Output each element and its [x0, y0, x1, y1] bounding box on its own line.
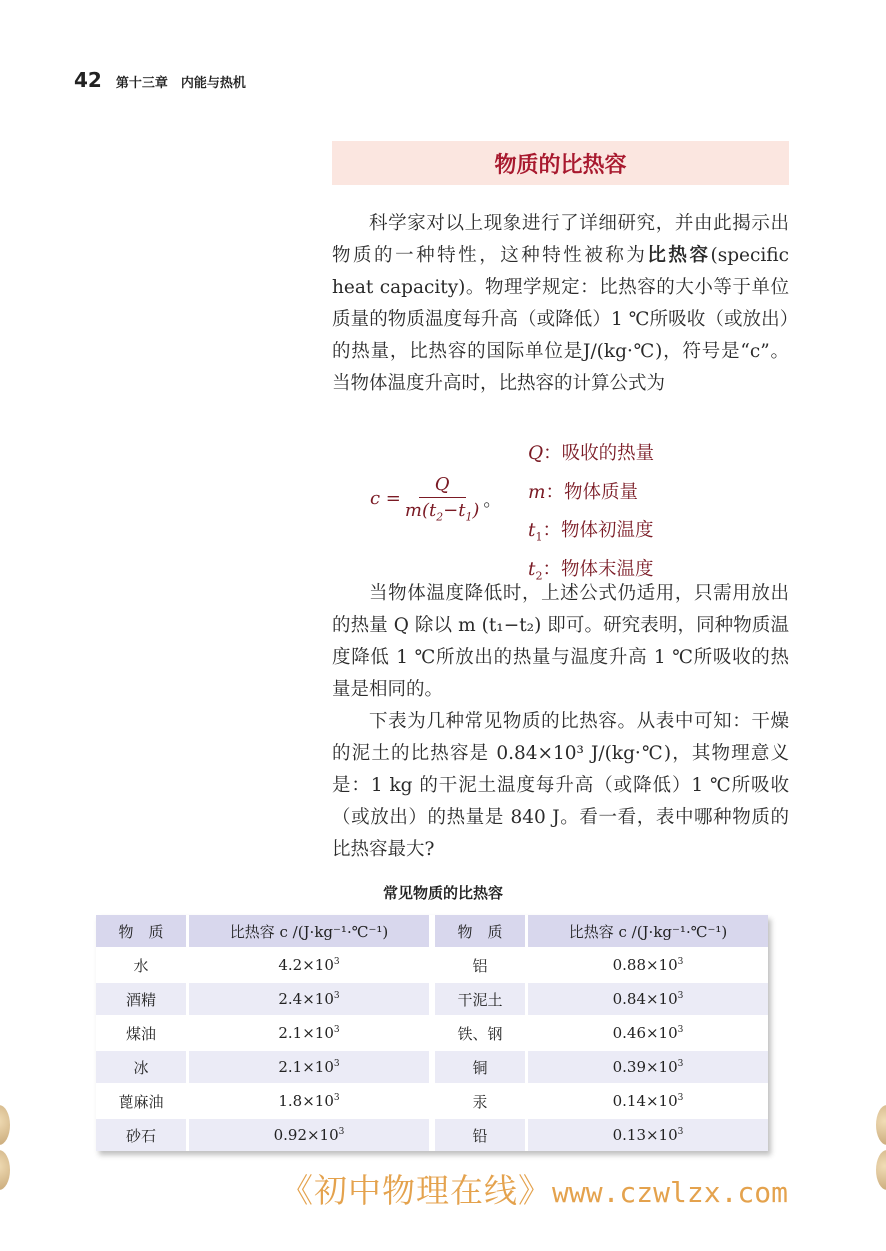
paragraph-table-intro: 下表为几种常见物质的比热容。从表中可知：干燥的泥土的比热容是 0.84×10³ J/(kg·℃)，其物理意义是：1 kg 的干泥土温度每升高（或降低）1 ℃所吸收（或放出）的热量是 840 J。看一看，表中哪种物质的比热容最大? — [332, 711, 789, 860]
table-row: 蓖麻油 $1.8\times 10^3$ — [96, 1083, 429, 1117]
column-header-substance: 物 质 — [435, 915, 528, 947]
page-header — [74, 68, 246, 92]
page-edge-decoration — [876, 1105, 886, 1145]
column-header-heat: 比热容 c /(J·kg⁻¹·℃⁻¹) — [528, 915, 768, 947]
table-row: 铝 $0.88\times 10^3$ — [435, 947, 768, 981]
table-right — [435, 915, 768, 1151]
watermark-brand: 《初中物理在线》 — [280, 1171, 552, 1210]
table-row: 铜 $0.39\times 10^3$ — [435, 1049, 768, 1083]
table-row: 砂石 $0.92\times 10^3$ — [96, 1117, 429, 1151]
table-row: 煤油 $2.1\times 10^3$ — [96, 1015, 429, 1049]
section-title-bar — [332, 141, 789, 185]
table-caption: 常见物质的比热容 — [382, 884, 503, 902]
paragraph-definition — [332, 208, 789, 400]
legend-item: Q：吸收的热量 — [528, 443, 655, 464]
table-row: 干泥土 $0.84\times 10^3$ — [435, 981, 768, 1015]
paragraph1-before: 科学家对以上现象进行了详细研究，并由此揭示出物质的一种特性，这种特性被称为 — [332, 213, 789, 266]
formula-numerator: Q — [419, 474, 466, 498]
page-edge-decoration — [0, 1105, 10, 1145]
table-row: 铁、钢 $0.46\times 10^3$ — [435, 1015, 768, 1049]
column-header-heat: 比热容 c /(J·kg⁻¹·℃⁻¹) — [189, 915, 429, 947]
page-edge-decoration — [0, 1150, 10, 1190]
section-title: 物质的比热容 — [494, 152, 627, 178]
watermark — [280, 1165, 788, 1212]
formula-lhs: c = — [370, 488, 401, 510]
formula-legend — [528, 438, 654, 593]
table-row: 铅 $0.13\times 10^3$ — [435, 1117, 768, 1151]
formula-denominator: $m(t_2-t_1)$ — [404, 500, 480, 524]
formula-period: 。 — [483, 489, 502, 511]
paragraph1-after: (specific heat capacity)。物理学规定：比热容的大小等于单位质量的物质温度每升高（或降低）1 ℃所吸收（或放出）的热量，比热容的国际单位是J/(kg·℃)，符号是“c”。当物体温度升高时，比热容的计算公式为 — [332, 245, 789, 394]
table-left — [96, 915, 429, 1151]
chapter-title: 第十三章 内能与热机 — [115, 76, 246, 91]
table-row: 酒精 $2.4\times 10^3$ — [96, 981, 429, 1015]
table-row: 冰 $2.1\times 10^3$ — [96, 1049, 429, 1083]
page-edge-decoration — [876, 1150, 886, 1190]
legend-item: $t_1$：物体初温度 — [528, 520, 654, 545]
specific-heat-tables — [96, 915, 768, 1151]
paragraph-cooling: 当物体温度降低时，上述公式仍适用，只需用放出的热量 Q 除以 m (t₁−t₂) 即可。研究表明，同种物质温度降低 1 ℃所放出的热量与温度升高 1 ℃所吸收的热量是相同的。 — [332, 583, 789, 700]
column-header-substance: 物 质 — [96, 915, 189, 947]
formula-fraction — [405, 474, 479, 524]
formula — [370, 474, 501, 524]
page-number: 42 — [74, 68, 102, 92]
keyword-specific-heat: 比热容 — [647, 245, 711, 266]
table-row: 汞 $0.14\times 10^3$ — [435, 1083, 768, 1117]
table-row: 水 $4.2\times 10^3$ — [96, 947, 429, 981]
legend-item: $t_2$：物体末温度 — [528, 559, 654, 583]
legend-item: m：物体质量 — [528, 481, 639, 503]
watermark-url: www.czwlzx.com — [552, 1176, 789, 1209]
